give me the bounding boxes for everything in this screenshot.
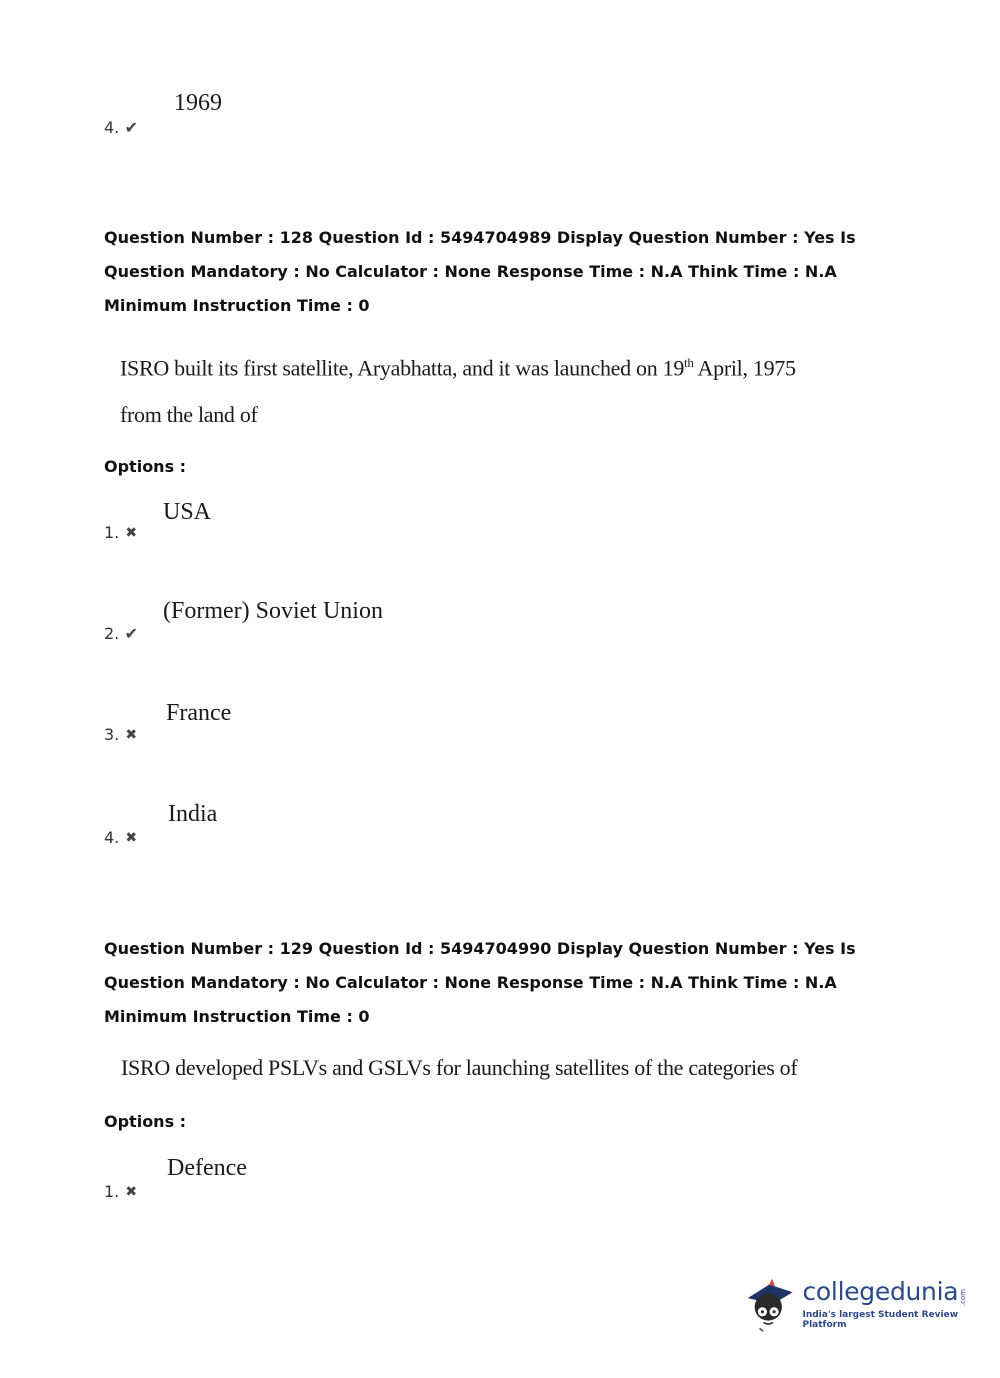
question-129-meta: Question Number : 129 Question Id : 5494704990 Display Question Number : Yes Is Question Mandatory : No Calculator : None Response Time : N.A Think Time : N.A Minimum Instruction Time : 0 xyxy=(104,939,856,1026)
logo-suffix: .com xyxy=(959,1288,968,1306)
q129-option-1 xyxy=(104,1182,139,1201)
prev-option-4-text: 1969 xyxy=(174,90,222,116)
question-128-text-sup: th xyxy=(684,355,694,370)
q128-option-2-text: (Former) Soviet Union xyxy=(163,598,383,624)
cross-icon: ✖ xyxy=(125,726,138,743)
option-number: 2. xyxy=(104,624,120,643)
q128-option-4 xyxy=(104,828,139,847)
q128-option-4-text: India xyxy=(168,801,218,827)
q129-option-1-text: Defence xyxy=(167,1155,247,1181)
prev-option-4 xyxy=(104,118,139,137)
q128-option-3 xyxy=(104,725,139,744)
cross-icon: ✖ xyxy=(125,829,138,846)
option-number: 3. xyxy=(104,725,120,744)
logo-brand: collegedunia xyxy=(802,1277,959,1306)
question-128-text-part1: ISRO built its first satellite, Aryabhatta, and it was launched on 19 xyxy=(120,355,685,381)
logo-tagline: India's largest Student Review Platform xyxy=(802,1310,959,1330)
q128-option-2 xyxy=(104,624,139,643)
option-number: 1. xyxy=(104,1182,120,1201)
question-129-text: ISRO developed PSLVs and GSLVs for launching satellites of the categories of xyxy=(121,1055,798,1080)
q128-option-3-text: France xyxy=(166,700,232,726)
mascot-icon xyxy=(740,1274,798,1334)
question-128-options-label: Options : xyxy=(104,457,187,476)
question-129-options-label: Options : xyxy=(104,1112,187,1131)
check-icon: ✔ xyxy=(124,624,138,643)
option-number: 4. xyxy=(104,828,120,847)
collegedunia-logo xyxy=(740,1274,1000,1334)
option-number: 4. xyxy=(104,118,120,137)
check-icon: ✔ xyxy=(124,118,138,137)
q128-option-1-text: USA xyxy=(163,499,212,525)
logo-text xyxy=(802,1278,1000,1330)
question-128-text-part2: April, 1975 xyxy=(693,355,796,381)
question-128-text-line2: from the land of xyxy=(120,402,258,427)
option-number: 1. xyxy=(104,523,120,542)
cross-icon: ✖ xyxy=(125,1183,138,1200)
question-128-meta: Question Number : 128 Question Id : 5494704989 Display Question Number : Yes Is Question Mandatory : No Calculator : None Response Time : N.A Think Time : N.A Minimum Instruction Time : 0 xyxy=(104,228,856,315)
cross-icon: ✖ xyxy=(125,524,138,541)
question-128-text-line1 xyxy=(120,355,796,381)
q128-option-1 xyxy=(104,523,139,542)
